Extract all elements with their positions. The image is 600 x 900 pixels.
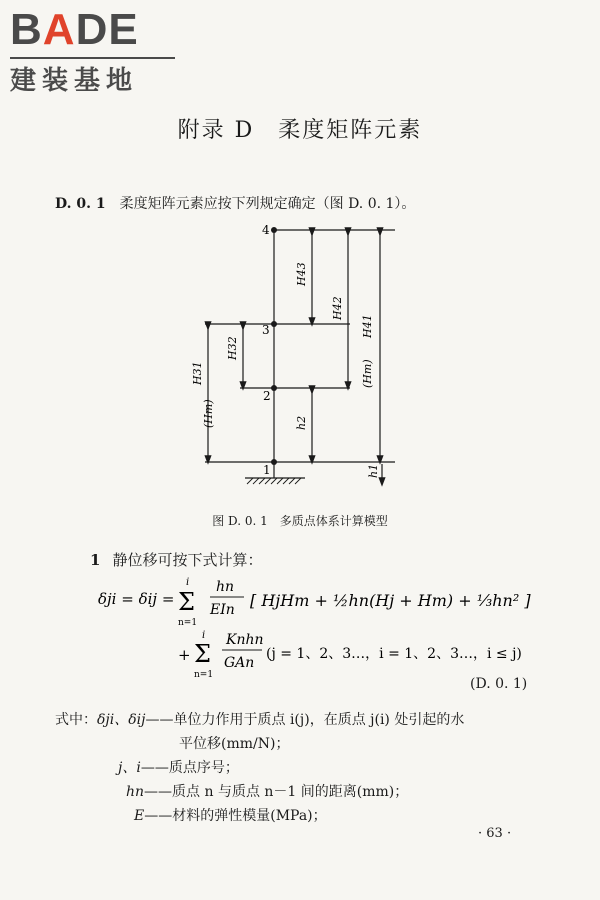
eq-frac1-num: hn [216, 579, 235, 595]
figure-caption: 图 D. 0. 1 多质点体系计算模型 [212, 514, 388, 528]
dim-label-h31: H31 [191, 361, 204, 385]
dim-label-hm-right: (Hm) [361, 359, 374, 388]
definition-row-1 [55, 732, 464, 756]
node-label-4: 4 [262, 223, 270, 237]
logo-letter-a: A [42, 5, 76, 54]
equation-number: (D. 0. 1) [470, 676, 528, 692]
node-label-3: 3 [262, 323, 270, 337]
definition-row-0 [55, 708, 464, 732]
def-text-0: ——单位力作用于质点 i(j)，在质点 j(i) 处引起的水 [145, 712, 465, 728]
dim-label-hm-left: (Hm) [202, 399, 215, 428]
def-symbol-4: E [134, 808, 145, 824]
eq-frac2-num: Knhn [226, 632, 264, 648]
def-text-2: ——质点序号； [140, 760, 239, 776]
eq-sum2-sigma: Σ [194, 640, 211, 668]
eq-bracket-terms: [ HjHm + ½hn(Hj + Hm) + ⅓hn² ] [250, 591, 531, 610]
dim-label-h32: H32 [226, 336, 239, 360]
clause-number: D. 0. 1 [55, 196, 106, 212]
eq-frac2-den: GAn [224, 655, 255, 671]
eq-sum2-upper: i [202, 630, 206, 641]
dim-label-h1: h1 [367, 463, 380, 478]
def-text-1: 平位移(mm/N)； [179, 736, 290, 752]
def-text-3: ——质点 n 与质点 n－1 间的距离(mm)； [144, 784, 409, 800]
logo-letters-b: B [10, 5, 43, 54]
definition-row-3 [55, 780, 464, 804]
dim-label-h42: H42 [331, 296, 344, 320]
logo-letters-de: DE [75, 5, 139, 54]
item-text: 静位移可按下式计算： [112, 551, 263, 569]
clause-text: 柔度矩阵元素应按下列规定确定（图 D. 0. 1）。 [119, 196, 416, 212]
definition-row-2 [55, 756, 464, 780]
eq-sum1-lower: n=1 [178, 618, 198, 628]
dim-label-h43: H43 [295, 262, 308, 286]
def-symbol-3: hn [126, 784, 145, 800]
logo-subtitle: 建装基地 [10, 66, 139, 96]
dim-label-h41: H41 [361, 314, 374, 338]
node-label-2: 2 [263, 389, 271, 403]
page-number: · 63 · [478, 826, 512, 841]
item-number: 1 [90, 551, 101, 569]
eq-plus: + [178, 646, 191, 664]
where-block [55, 708, 464, 828]
where-prefix: 式中： [55, 712, 97, 728]
definition-row-4 [55, 804, 464, 828]
eq-sum1-upper: i [186, 577, 190, 588]
eq-lhs: δji = δij = [98, 590, 175, 608]
node-label-1: 1 [263, 463, 271, 477]
dim-label-h2: h2 [295, 415, 308, 430]
def-symbol-2: j、i [118, 760, 141, 776]
def-text-4: ——材料的弹性模量(MPa)； [144, 808, 327, 824]
eq-condition: (j = 1、2、3…，i = 1、2、3…，i ≤ j) [266, 646, 522, 662]
def-symbol-0: δji、δij [97, 712, 146, 728]
eq-sum2-lower: n=1 [194, 670, 214, 680]
eq-sum1-sigma: Σ [178, 588, 195, 616]
page-title: 附录 D 柔度矩阵元素 [177, 118, 423, 143]
eq-frac1-den: EIn [210, 602, 235, 618]
